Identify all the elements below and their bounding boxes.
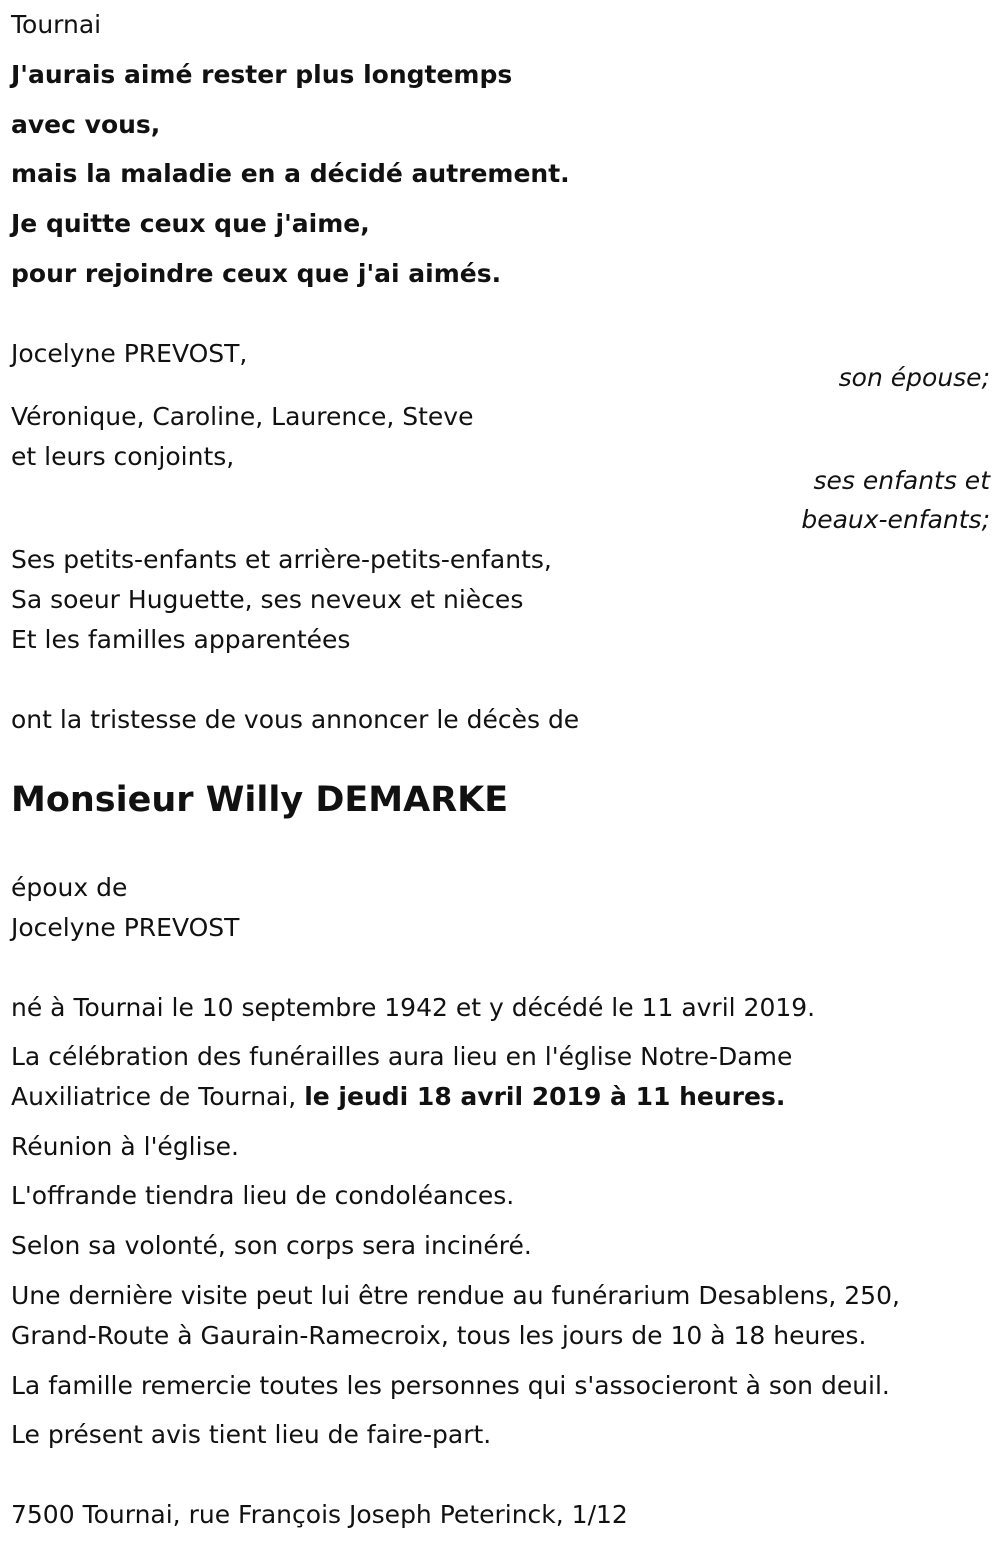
poem-line-1: J'aurais aimé rester plus longtemps bbox=[11, 60, 513, 89]
deceased-name: Monsieur Willy DEMARKE bbox=[11, 780, 509, 820]
family-line-relatives: Et les familles apparentées bbox=[11, 625, 351, 654]
children-role-2: beaux-enfants; bbox=[801, 505, 990, 534]
poem-line-5: pour rejoindre ceux que j'ai aimés. bbox=[11, 259, 502, 288]
spouse-role: son épouse; bbox=[838, 363, 990, 392]
spouse-of-label: époux de bbox=[11, 873, 128, 902]
family-line-sister: Sa soeur Huguette, ses neveux et nièces bbox=[11, 585, 524, 614]
spouse-of-name: Jocelyne PREVOST bbox=[11, 913, 240, 942]
offering-info: L'offrande tiendra lieu de condoléances. bbox=[11, 1181, 515, 1210]
cremation-info: Selon sa volonté, son corps sera incinéré. bbox=[11, 1231, 532, 1260]
children-names: Véronique, Caroline, Laurence, Steve bbox=[11, 402, 474, 431]
notice-info: Le présent avis tient lieu de faire-part. bbox=[11, 1420, 492, 1449]
poem-line-2: avec vous, bbox=[11, 110, 161, 139]
meeting-info: Réunion à l'église. bbox=[11, 1132, 239, 1161]
header-city: Tournai bbox=[11, 10, 102, 39]
announcement-intro: ont la tristesse de vous annoncer le décès de bbox=[11, 705, 580, 734]
funeral-place: Auxiliatrice de Tournai, bbox=[11, 1082, 305, 1111]
children-role-1: ses enfants et bbox=[813, 466, 990, 495]
poem-line-3: mais la maladie en a décidé autrement. bbox=[11, 159, 570, 188]
funeral-line-2 bbox=[11, 1082, 785, 1112]
children-partners: et leurs conjoints, bbox=[11, 442, 235, 471]
thanks-info: La famille remercie toutes les personnes qui s'associeront à son deuil. bbox=[11, 1371, 890, 1400]
funeral-date: le jeudi 18 avril 2019 à 11 heures. bbox=[304, 1082, 786, 1111]
visit-line-2: Grand-Route à Gaurain-Ramecroix, tous les jours de 10 à 18 heures. bbox=[11, 1321, 867, 1350]
footer-address: 7500 Tournai, rue François Joseph Peterinck, 1/12 bbox=[11, 1500, 628, 1529]
family-line-grandchildren: Ses petits-enfants et arrière-petits-enfants, bbox=[11, 545, 552, 574]
spouse-name: Jocelyne PREVOST, bbox=[11, 339, 248, 368]
visit-line-1: Une dernière visite peut lui être rendue au funérarium Desablens, 250, bbox=[11, 1281, 900, 1310]
poem-line-4: Je quitte ceux que j'aime, bbox=[11, 209, 370, 238]
funeral-line-1: La célébration des funérailles aura lieu en l'église Notre-Dame bbox=[11, 1042, 793, 1071]
birth-death: né à Tournai le 10 septembre 1942 et y décédé le 11 avril 2019. bbox=[11, 993, 816, 1022]
